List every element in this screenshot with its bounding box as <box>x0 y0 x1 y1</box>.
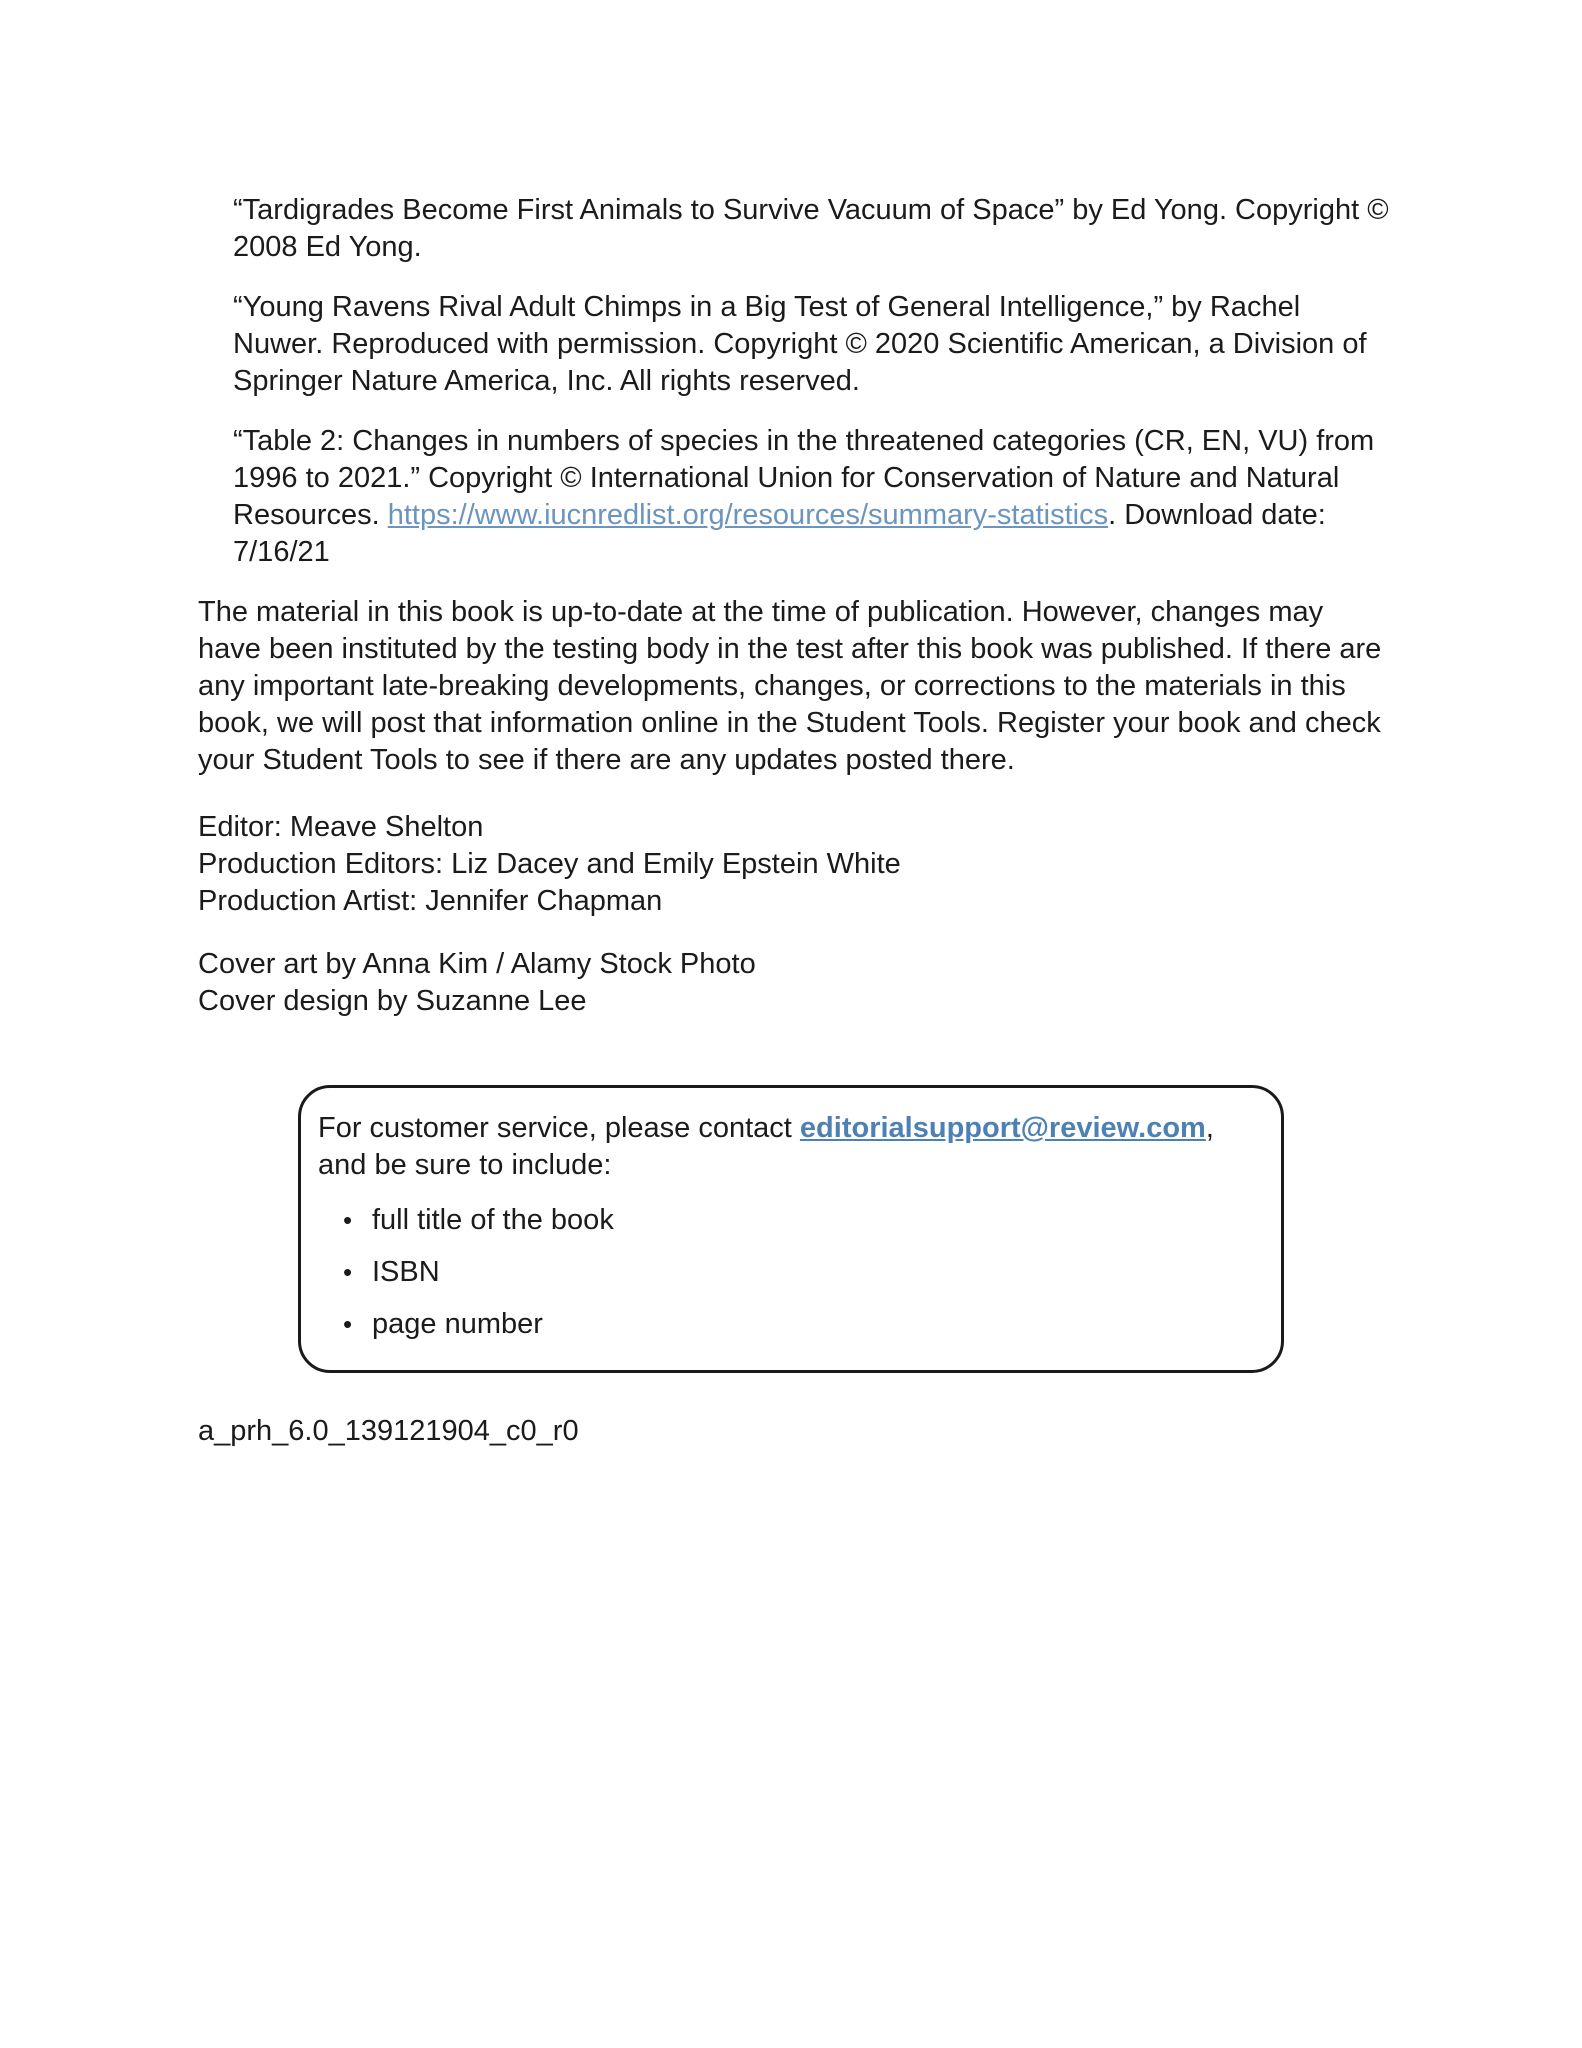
list-item <box>343 1202 1256 1239</box>
copyright-notice-tardigrades: “Tardigrades Become First Animals to Survive Vacuum of Space” by Ed Yong. Copyright © 2008 Ed Yong. <box>233 194 1389 263</box>
editor-credit: Editor: Meave Shelton <box>198 811 484 843</box>
disclaimer-paragraph: The material in this book is up-to-date at the time of publication. However, changes may have been instituted by the testing body in the test after this book was published. If there are any important late-breaking developments, changes, or corrections to the materials in this book, we will post that information online in the Student Tools. Register your book and check your Student Tools to see if there are any updates posted there. <box>198 596 1382 776</box>
copyright-page <box>198 192 1390 1450</box>
customer-service-intro <box>318 1110 1256 1184</box>
customer-service-intro-post: , <box>1205 1112 1214 1144</box>
list-item <box>343 1254 1256 1291</box>
production-artist-credit: Production Artist: Jennifer Chapman <box>198 885 663 917</box>
customer-service-intro-pre: For customer service, please contact <box>318 1112 800 1144</box>
iucn-summary-statistics-link[interactable]: https://www.iucnredlist.org/resources/summary-statistics <box>387 499 1109 531</box>
cover-art-credit: Cover art by Anna Kim / Alamy Stock Photo <box>198 948 756 980</box>
production-editors-credit: Production Editors: Liz Dacey and Emily Epstein White <box>198 848 901 880</box>
bullet-icon: • <box>343 1257 353 1287</box>
iucn-notice-text-pre: “Table 2: Changes in numbers of species in the threatened categories (CR, EN, VU) from 1996 to 2021.” Copyright © International Union for Conservation of Nature and Natural Resources. <box>233 425 1375 531</box>
edition-id-string: a_prh_6.0_139121904_c0_r0 <box>198 1415 579 1447</box>
checklist-item-isbn: ISBN <box>372 1256 440 1288</box>
checklist-item-full-title: full title of the book <box>372 1204 614 1236</box>
copyright-notice-ravens: “Young Ravens Rival Adult Chimps in a Big Test of General Intelligence,” by Rachel Nuwer. Reproduced with permission. Copyright © 2020 Scientific American, a Division of Springer Nature America, Inc. All rights reserved. <box>233 291 1367 397</box>
iucn-notice-text-post: . Download date: 7/16/21 <box>233 499 1326 568</box>
checklist-item-page-number: page number <box>372 1308 543 1340</box>
customer-service-box <box>298 1085 1284 1373</box>
customer-service-intro-line2: and be sure to include: <box>318 1149 612 1181</box>
cover-credits <box>198 946 1390 1020</box>
editorial-support-email-link[interactable]: editorialsupport@review.com <box>799 1112 1206 1144</box>
cover-design-credit: Cover design by Suzanne Lee <box>198 985 587 1017</box>
bullet-icon: • <box>343 1309 353 1339</box>
list-item <box>343 1306 1256 1343</box>
customer-service-checklist <box>318 1202 1256 1343</box>
copyright-notice-iucn <box>233 423 1390 571</box>
bullet-icon: • <box>343 1205 353 1235</box>
staff-credits <box>198 809 1390 920</box>
